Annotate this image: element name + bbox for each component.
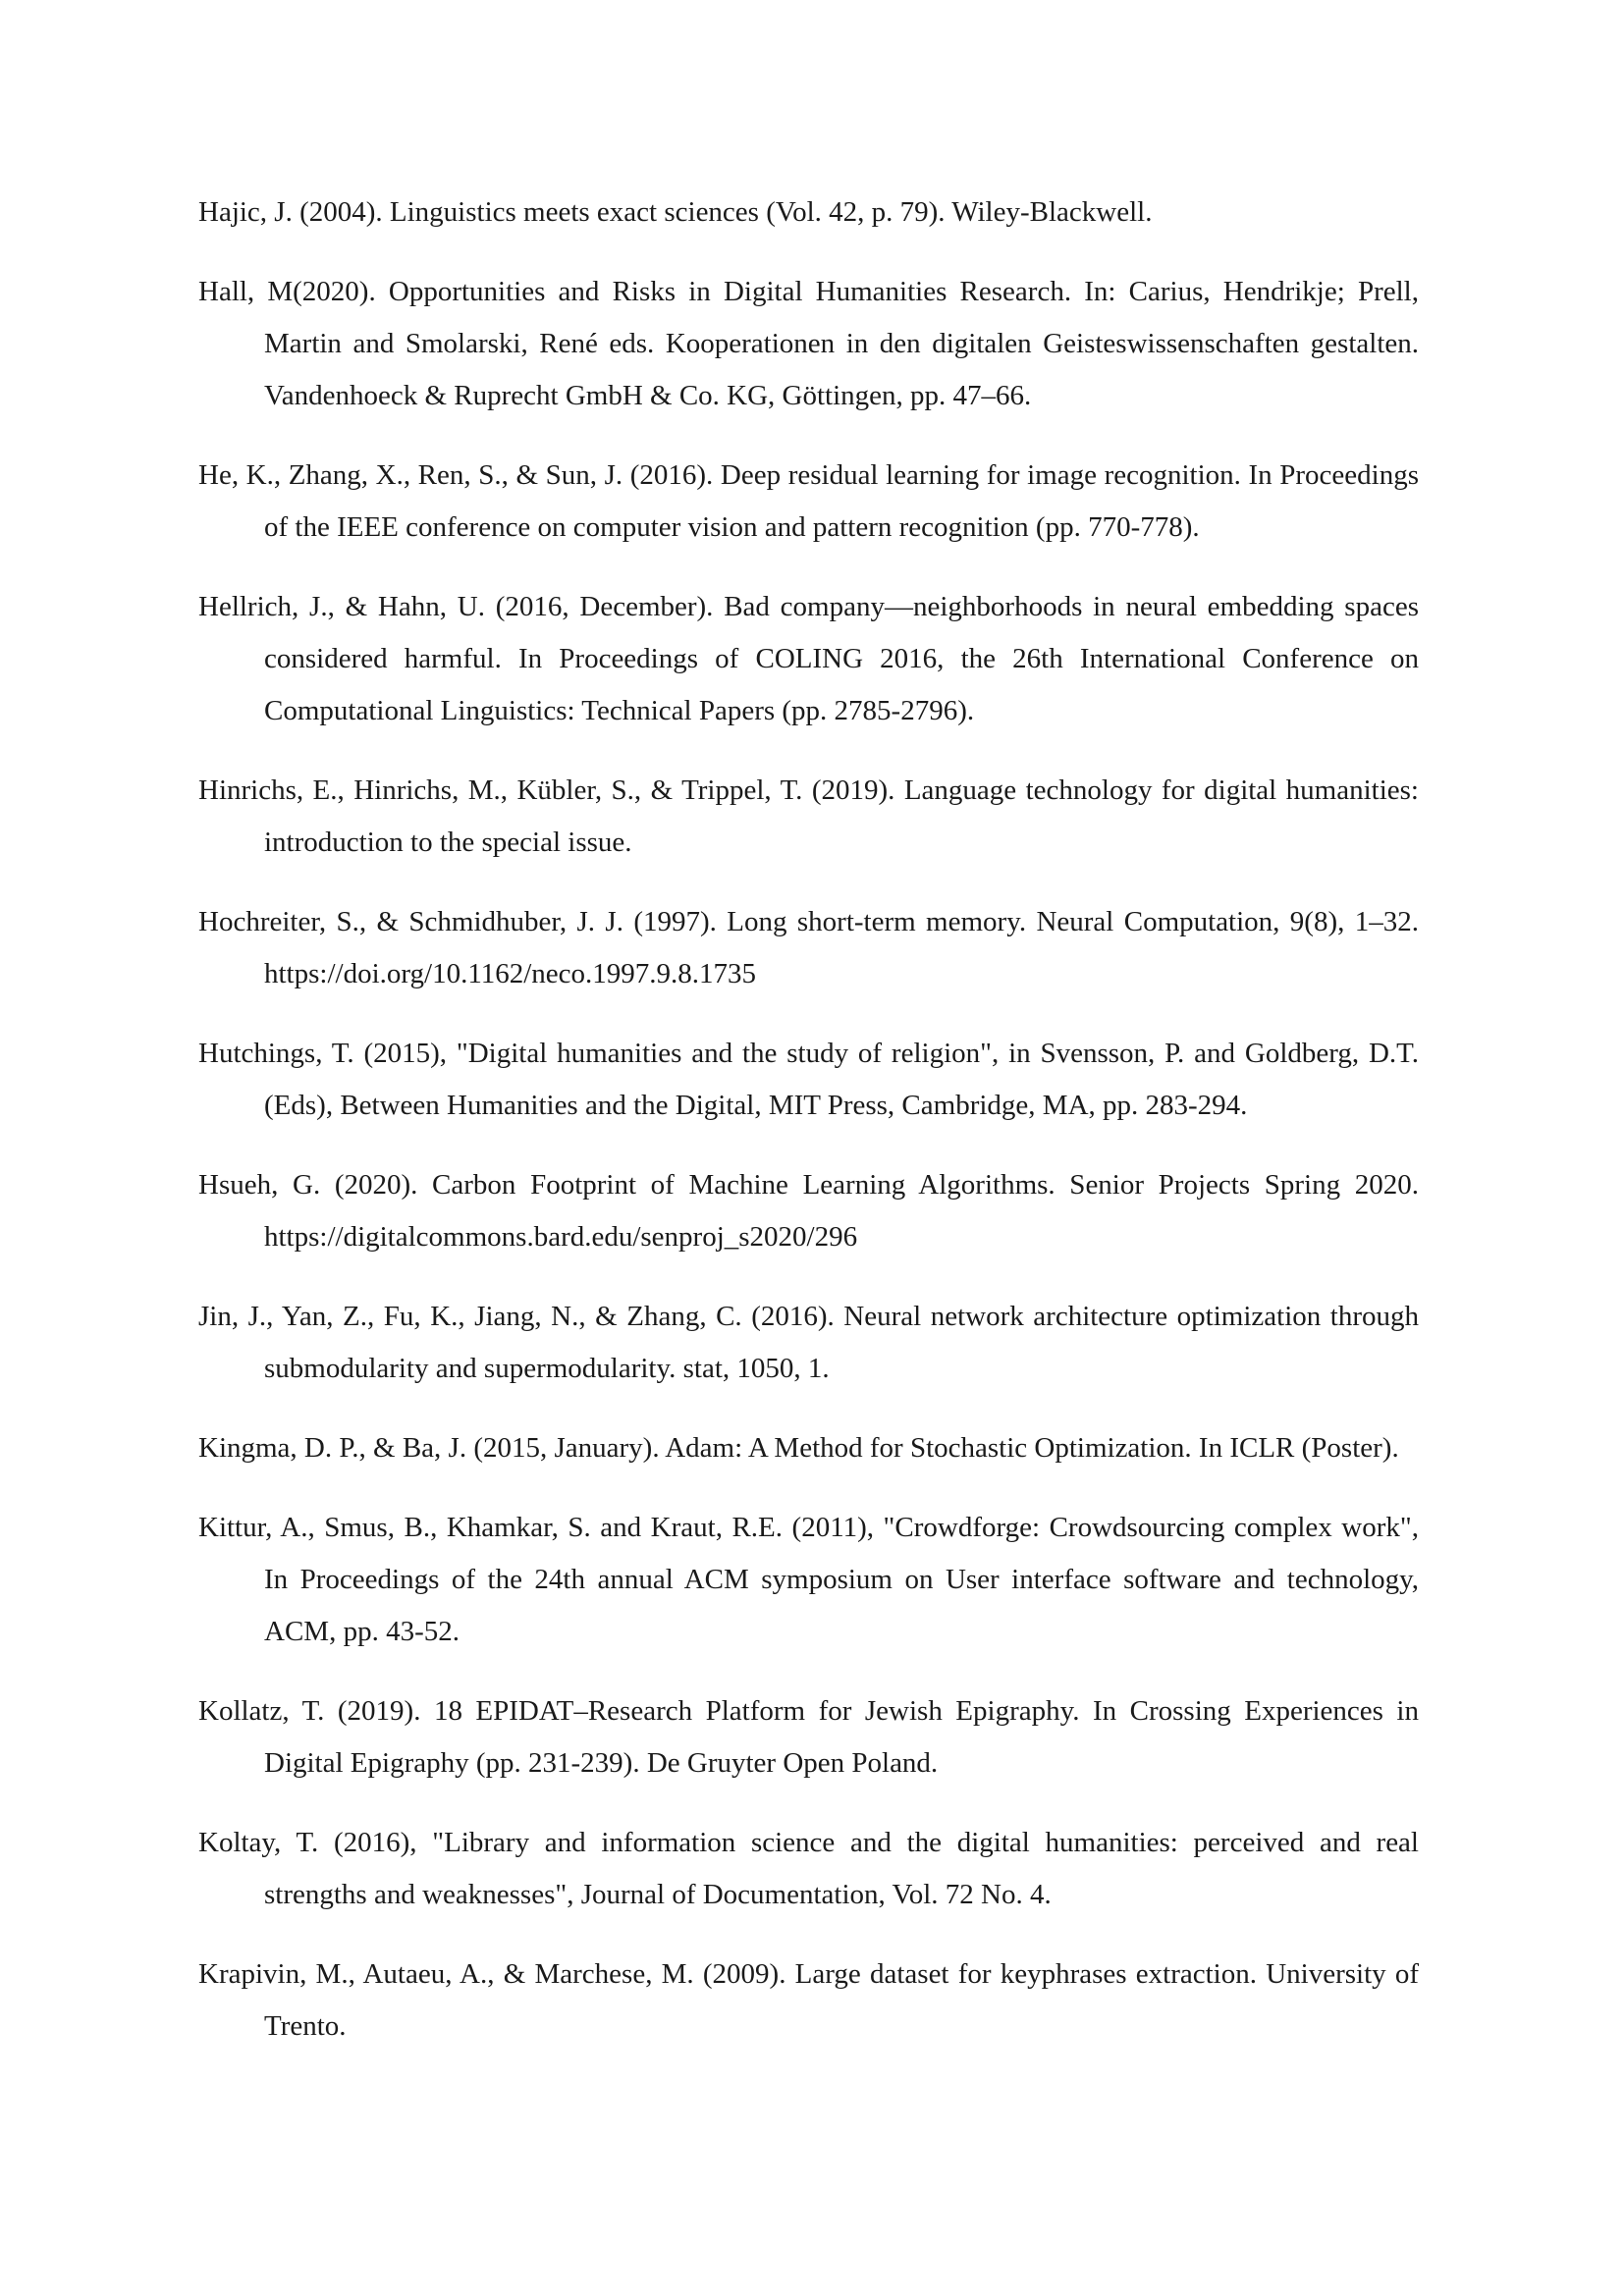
reference-entry: Hutchings, T. (2015), "Digital humanities and the study of religion", in Svensson, P. and Goldberg, D.T.(Eds), Between Humanities and the Digital, MIT Press, Cambridge, MA, pp. 283-294. [198, 1038, 1419, 1121]
reference-entry: Hochreiter, S., & Schmidhuber, J. J. (1997). Long short-term memory. Neural Computation, 9(8), 1–32. https://doi.org/10.1162/neco.1997.9.8.1735 [198, 906, 1419, 989]
reference-entry: He, K., Zhang, X., Ren, S., & Sun, J. (2016). Deep residual learning for image recognition. In Proceedings of the IEEE conference on computer vision and pattern recognition (pp. 770-778). [198, 459, 1419, 543]
reference-entry: Hall, M(2020). Opportunities and Risks in Digital Humanities Research. In: Carius, Hendrikje; Prell, Martin and Smolarski, René eds. Kooperationen in den digitalen Geisteswissenschaften gestalten. Vandenhoeck & Ruprecht GmbH & Co. KG, Göttingen, pp. 47–66. [198, 276, 1419, 411]
reference-entry: Kittur, A., Smus, B., Khamkar, S. and Kraut, R.E. (2011), "Crowdforge: Crowdsourcing complex work", In Proceedings of the 24th annual ACM symposium on User interface software and technology, ACM, pp. 43-52. [198, 1512, 1419, 1647]
reference-entry: Krapivin, M., Autaeu, A., & Marchese, M. (2009). Large dataset for keyphrases extraction. University of Trento. [198, 1958, 1419, 2042]
reference-entry: Hellrich, J., & Hahn, U. (2016, December). Bad company—neighborhoods in neural embedding spaces considered harmful. In Proceedings of COLING 2016, the 26th International Conference on Computational Linguistics: Technical Papers (pp. 2785-2796). [198, 591, 1419, 726]
reference-entry: Hinrichs, E., Hinrichs, M., Kübler, S., & Trippel, T. (2019). Language technology for digital humanities: introduction to the special issue. [198, 774, 1419, 858]
reference-entry: Koltay, T. (2016), "Library and information science and the digital humanities: perceived and real strengths and weaknesses", Journal of Documentation, Vol. 72 No. 4. [198, 1827, 1419, 1910]
reference-entry: Hsueh, G. (2020). Carbon Footprint of Machine Learning Algorithms. Senior Projects Spring 2020. https://digitalcommons.bard.edu/senproj_s2020/296 [198, 1169, 1419, 1253]
reference-entry: Kingma, D. P., & Ba, J. (2015, January). Adam: A Method for Stochastic Optimization. In ICLR (Poster). [198, 1432, 1399, 1464]
reference-list [198, 187, 1419, 2080]
reference-entry: Jin, J., Yan, Z., Fu, K., Jiang, N., & Zhang, C. (2016). Neural network architecture optimization through submodularity and supermodularity. stat, 1050, 1. [198, 1301, 1419, 1384]
reference-entry: Hajic, J. (2004). Linguistics meets exact sciences (Vol. 42, p. 79). Wiley-Blackwell. [198, 196, 1153, 228]
reference-entry: Kollatz, T. (2019). 18 EPIDAT–Research Platform for Jewish Epigraphy. In Crossing Experiences in Digital Epigraphy (pp. 231-239). De Gruyter Open Poland. [198, 1695, 1419, 1779]
